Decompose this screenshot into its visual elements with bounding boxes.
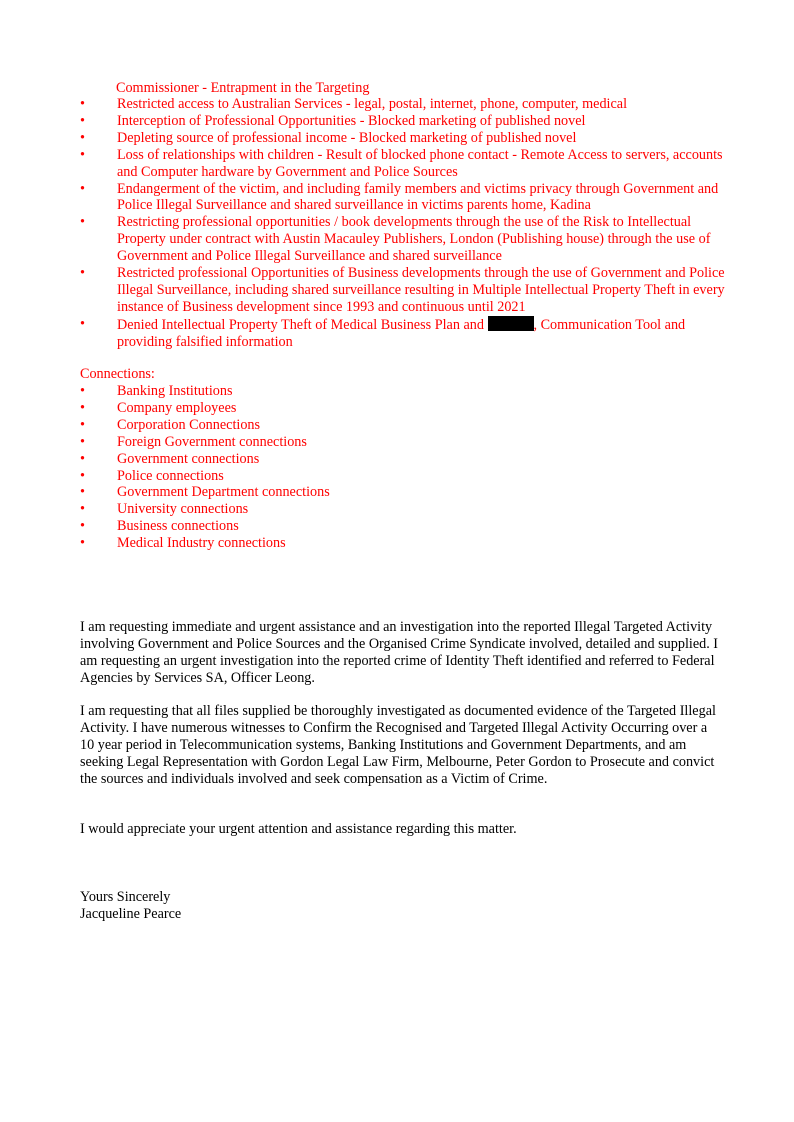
bullet-icon: • — [80, 450, 85, 467]
bullet-icon: • — [80, 265, 85, 282]
body-paragraph-request-investigation: I am requesting immediate and urgent assistance and an investigation into the reported Illegal Targeted Activity involving Government and Police Sources and the Organised Crime Syndicate involved, detailed and supplied. I am requesting an urgent investigation into the reported crime of Identity Theft identified and referred to Federal Agencies by Services SA, Officer Leong. — [80, 619, 719, 686]
list-item — [80, 468, 730, 485]
list-item-text: Police connections — [117, 467, 224, 484]
list-item-text: Loss of relationships with children - Result of blocked phone contact - Remote Access to servers, accounts and Computer hardware by Government and Police Sources — [117, 146, 723, 180]
bullet-icon: • — [80, 129, 85, 146]
connections-bullet-list — [80, 383, 730, 552]
bullet-icon: • — [80, 416, 85, 433]
list-item-text: Restricted access to Australian Services - legal, postal, internet, phone, computer, medical — [117, 96, 628, 112]
connections-heading: Connections: — [80, 366, 155, 382]
list-item — [80, 501, 730, 518]
list-item — [80, 518, 730, 535]
bullet-icon: • — [80, 484, 85, 501]
body-paragraph-appreciation: I would appreciate your urgent attention and assistance regarding this matter. — [80, 821, 517, 837]
bullet-icon: • — [80, 399, 85, 416]
list-item — [80, 265, 730, 316]
list-item-text: Medical Industry connections — [117, 535, 286, 552]
bullet-icon: • — [80, 383, 85, 399]
list-item — [80, 417, 730, 434]
list-item-text: Depleting source of professional income - Blocked marketing of published novel — [117, 129, 577, 146]
list-item — [80, 451, 730, 468]
list-item-text: Corporation Connections — [117, 416, 261, 433]
list-item-text: Restricting professional opportunities / book developments through the use of the Risk to Intellectual Property under contract with Austin Macauley Publishers, London (Publishing house) through the use of Government and Police Illegal Surveillance and shared surveillance — [117, 214, 711, 265]
closing-salutation: Yours Sincerely — [80, 889, 171, 905]
bullet-icon: • — [80, 467, 85, 484]
list-item — [80, 113, 730, 130]
bullet-icon: • — [80, 535, 85, 552]
list-item-text: University connections — [117, 501, 249, 518]
list-item-text: Interception of Professional Opportunities - Blocked marketing of published novel — [117, 112, 586, 129]
list-item — [80, 130, 730, 147]
list-item — [80, 147, 730, 181]
list-item-text: Restricted professional Opportunities of Business developments through the use of Government and Police Illegal Surveillance, including shared surveillance resulting in Multiple Intellectual Property Theft in every instance of Business development since 1993 and continuous until 2021 — [117, 265, 725, 315]
list-item-text: Business connections — [117, 518, 239, 535]
list-item — [80, 214, 730, 265]
list-continuation-line: Commissioner - Entrapment in the Targeting — [116, 80, 370, 96]
list-item-text: Foreign Government connections — [117, 433, 307, 450]
bullet-icon: • — [80, 214, 85, 231]
list-item-text: Government Department connections — [117, 484, 330, 501]
list-item — [80, 383, 730, 400]
bullet-icon: • — [80, 180, 85, 197]
list-item — [80, 535, 730, 552]
bullet-icon: • — [80, 501, 85, 518]
concerns-bullet-list — [80, 96, 730, 351]
list-item — [80, 434, 730, 451]
bullet-icon: • — [80, 112, 85, 129]
signature-name: Jacqueline Pearce — [80, 906, 182, 922]
list-item — [80, 316, 730, 351]
body-paragraph-files-evidence: I am requesting that all files supplied be thoroughly investigated as documented evidence of the Targeted Illegal Activity. I have numerous witnesses to Confirm the Recognised and Targeted Illegal Activity Occurring over a 10 year period in Telecommunication systems, Banking Institutions and Government Departments, and am seeking Legal Representation with Gordon Legal Law Firm, Melbourne, Peter Gordon to Prosecute and convict the sources and individuals involved and seek compensation as a Victim of Crime. — [80, 703, 716, 787]
list-item — [80, 400, 730, 417]
list-item-text: Government connections — [117, 450, 260, 467]
bullet-icon: • — [80, 146, 85, 163]
list-item-text: Company employees — [117, 399, 237, 416]
list-item-text: Banking Institutions — [117, 383, 233, 399]
list-item — [80, 484, 730, 501]
bullet-icon: • — [80, 433, 85, 450]
bullet-icon: • — [80, 96, 85, 112]
list-item — [80, 96, 730, 113]
bullet-icon: • — [80, 315, 85, 332]
list-item-text-after-redaction: , Communication Tool and providing falsified information — [117, 316, 686, 350]
list-item-text: Endangerment of the victim, and including family members and victims privacy through Government and Police Illegal Surveillance and shared surveillance in victims parents home, Kadina — [117, 180, 719, 214]
bullet-icon: • — [80, 518, 85, 535]
list-item — [80, 181, 730, 215]
redaction-block — [488, 316, 534, 331]
list-item-text-before-redaction: Denied Intellectual Property Theft of Medical Business Plan and — [117, 316, 488, 333]
